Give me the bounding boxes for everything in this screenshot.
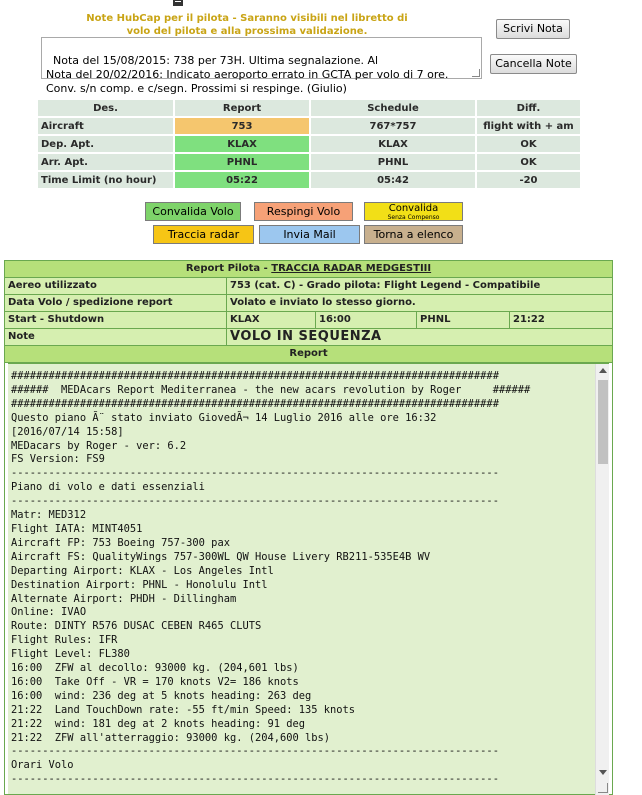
start-row (5, 312, 612, 329)
start-dep: KLAX (227, 312, 316, 328)
convalida-senza-label: Convalida (388, 203, 439, 214)
print-icon[interactable] (173, 0, 183, 6)
schedule-row-aircraft (38, 118, 580, 134)
schedule-row-dep (38, 136, 580, 152)
vertical-scrollbar[interactable] (595, 364, 609, 795)
row-diff: -20 (477, 172, 580, 188)
convalida-senza-sublabel: Senza Compenso (387, 214, 440, 221)
row-schedule: PHNL (311, 154, 475, 170)
row-diff: flight with + am (477, 118, 580, 134)
write-note-button[interactable]: Scrivi Nota (496, 19, 570, 39)
header-diff: Diff. (477, 100, 580, 116)
traccia-radar-link[interactable]: TRACCIA RADAR MEDGESTIII (271, 263, 432, 274)
traccia-radar-button[interactable]: Traccia radar (153, 225, 254, 244)
aereo-value: 753 (cat. C) - Grado pilota: Flight Legend - Compatibile (230, 280, 541, 291)
start-time: 16:00 (316, 312, 417, 328)
invia-mail-button[interactable]: Invia Mail (259, 225, 360, 244)
resize-grip-icon[interactable] (598, 783, 608, 793)
row-report: 05:22 (175, 172, 309, 188)
row-schedule: 767*757 (311, 118, 475, 134)
hubcap-note-textarea[interactable] (41, 37, 482, 95)
note-label: Note (5, 329, 227, 345)
header-des: Des. (38, 100, 173, 116)
convalida-senza-compenso-button[interactable] (364, 202, 463, 221)
report-header-prefix: Report Pilota - (185, 263, 272, 274)
row-schedule: 05:42 (311, 172, 475, 188)
row-des: Aircraft (38, 118, 173, 134)
convalida-volo-button[interactable]: Convalida Volo (145, 202, 241, 221)
row-diff: OK (477, 154, 580, 170)
data-row (5, 295, 612, 312)
report-panel (4, 260, 613, 795)
row-des: Dep. Apt. (38, 136, 173, 152)
hubcap-title: Note HubCap per il pilota - Saranno visibili nel libretto di volo del pilota e alla prossima validazione. (86, 13, 408, 37)
data-label: Data Volo / spedizione report (5, 295, 227, 311)
note-value: VOLO IN SEQUENZA (230, 329, 382, 344)
respingi-volo-button[interactable]: Respingi Volo (254, 202, 353, 221)
aereo-row (5, 278, 612, 295)
data-value: Volato e inviato lo stesso giorno. (230, 297, 416, 308)
report-header (5, 261, 612, 277)
schedule-table (36, 98, 582, 190)
row-des: Arr. Apt. (38, 154, 173, 170)
note-row (5, 329, 612, 346)
report-log-text: ############################################################################## ###### MEDAcars Report Mediterranea - the new acars revolution by Roger ###### ############################################################################## Questo piano Ã¨ stato inviato GiovedÃ¬ 14 Luglio 2016 alle ore 16:32 [2016/07/14 15:58] MEDacars by Roger - ver: 6.2 FS Version: FS9 ------------------------------------------------------------------------------ Piano di volo e dati essenziali ------------------------------------------------------------------------------ Matr: MED312 Flight IATA: MINT4051 Aircraft FP: 753 Boeing 757-300 pax Aircraft FS: QualityWings 757-300WL QW House Livery RB211-535E4B WV Departing Airport: KLAX - Los Angeles Intl Destination Airport: PHNL - Honolulu Intl Alternate Airport: PHDH - Dillingham Online: IVAO Route: DINTY R576 DUSAC CEBEN R465 CLUTS Flight Rules: IFR Flight Level: FL380 16:00 ZFW al decollo: 93000 kg. (204,601 lbs) 16:00 Take Off - VR = 170 knots V2= 186 knots 16:00 wind: 236 deg at 5 knots heading: 263 deg 21:22 Land TouchDown rate: -55 ft/min Speed: 135 knots 21:22 wind: 181 deg at 2 knots heading: 91 deg 21:22 ZFW all'atterraggio: 93000 kg. (204,600 lbs) ------------------------------------------------------------------------------ Orari Volo ------------------------------------------------------------------------------ (11, 370, 531, 786)
row-diff: OK (477, 136, 580, 152)
aereo-label: Aereo utilizzato (5, 278, 227, 294)
start-label: Start - Shutdown (5, 312, 227, 328)
scroll-down-icon[interactable] (599, 770, 607, 775)
report-section-title: Report (5, 346, 612, 362)
row-report: 753 (175, 118, 309, 134)
end-time: 21:22 (513, 314, 545, 325)
resize-handle-icon[interactable] (472, 69, 480, 77)
report-header-row (5, 261, 612, 278)
scroll-thumb[interactable] (598, 380, 608, 464)
delete-notes-button[interactable]: Cancella Note (490, 54, 577, 74)
scroll-up-icon[interactable] (599, 368, 607, 373)
schedule-header-row (38, 100, 580, 116)
torna-elenco-button[interactable]: Torna a elenco (364, 225, 463, 244)
row-report: KLAX (175, 136, 309, 152)
header-schedule: Schedule (311, 100, 475, 116)
hubcap-note-text: Nota del 15/08/2015: 738 per 73H. Ultima segnalazione. Al Nota del 20/02/2016: Indicato aeroporto errato in GCTA per volo di 7 ore. Conv. s/n comp. e c/segn. Prossimi si respinge. (Giulio) (46, 54, 449, 95)
report-section-header (5, 346, 612, 363)
row-report: PHNL (175, 154, 309, 170)
row-des: Time Limit (no hour) (38, 172, 173, 188)
report-log-box[interactable] (8, 363, 609, 794)
row-schedule: KLAX (311, 136, 475, 152)
schedule-row-arr (38, 154, 580, 170)
schedule-row-time (38, 172, 580, 188)
header-report: Report (175, 100, 309, 116)
end-arr: PHNL (417, 312, 510, 328)
